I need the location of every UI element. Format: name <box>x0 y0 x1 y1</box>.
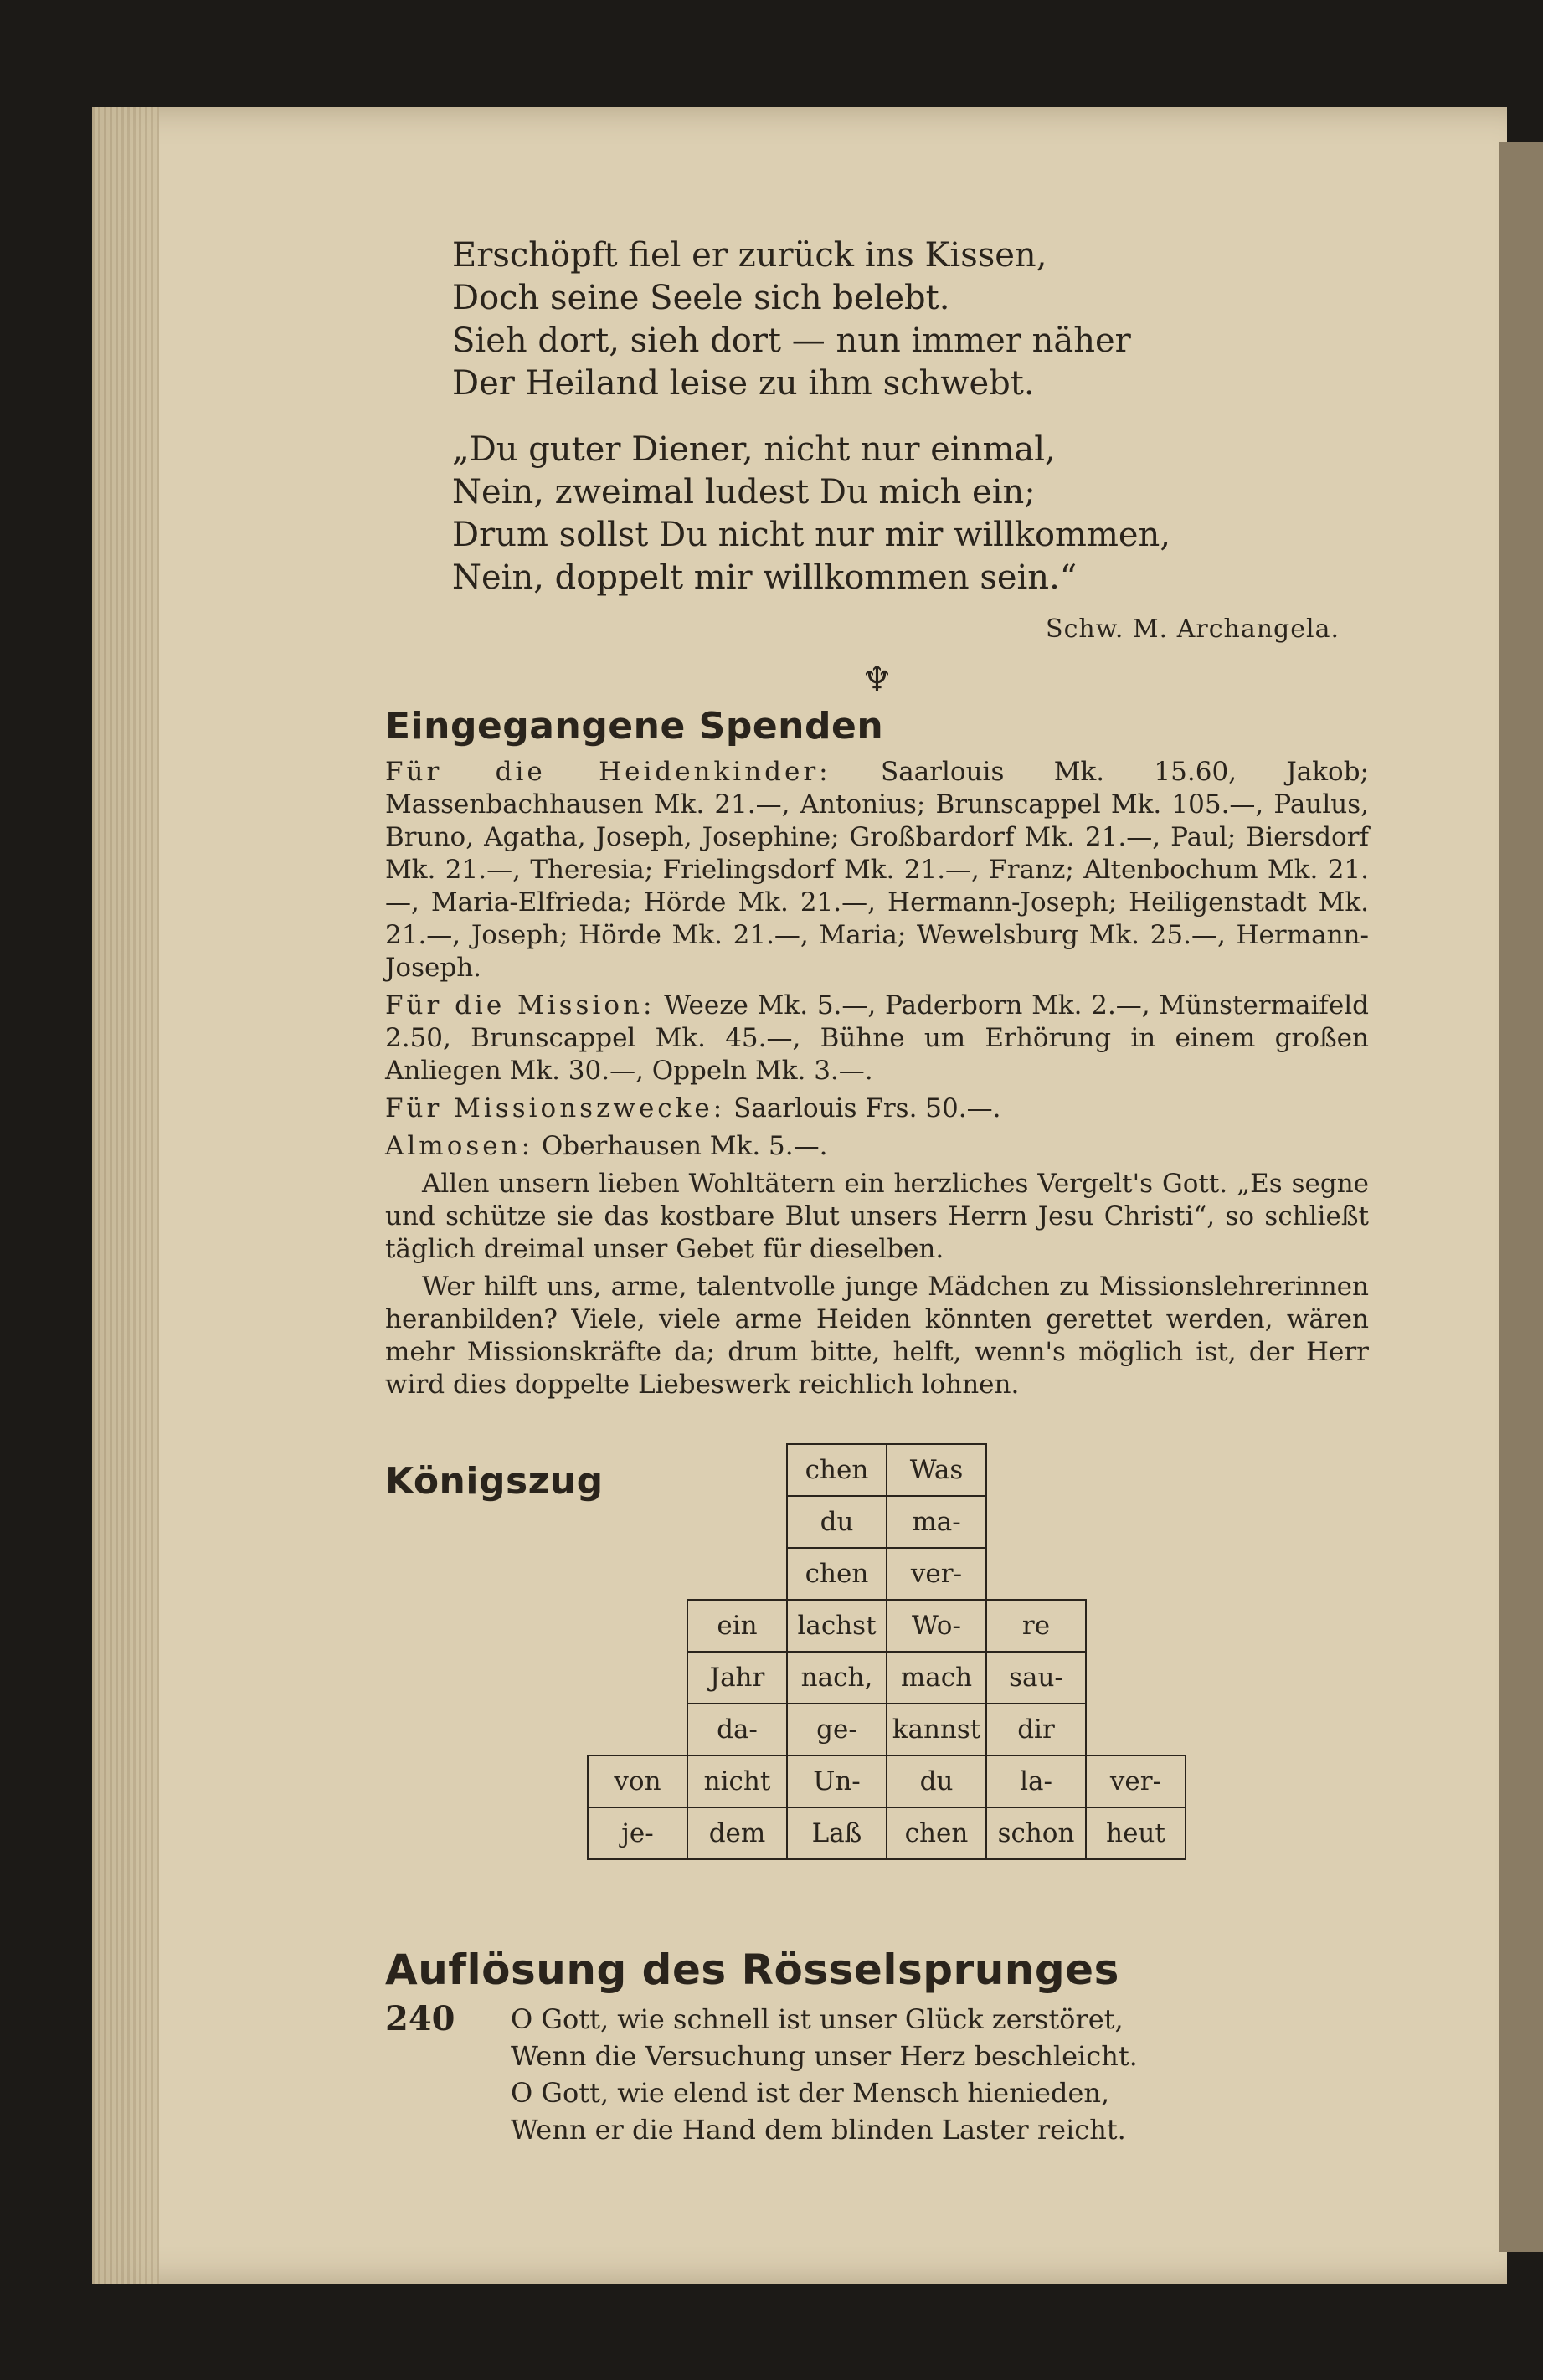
poem-line: Doch seine Seele sich belebt. <box>452 279 950 317</box>
verse-line: Wenn die Versuchung unser Herz beschleicht. <box>511 2040 1138 2072</box>
poem-signature: Schw. M. Archangela. <box>1046 614 1340 644</box>
grid-empty-cell <box>1086 1600 1186 1652</box>
donations-mission <box>385 990 1369 1087</box>
grid-empty-cell <box>1086 1548 1186 1600</box>
grid-cell: ver- <box>1086 1755 1186 1807</box>
grid-cell: re <box>986 1600 1086 1652</box>
poem-line: Der Heiland leise zu ihm schwebt. <box>452 364 1035 403</box>
grid-cell: da- <box>687 1704 787 1755</box>
grid-empty-cell <box>687 1444 787 1496</box>
grid-row <box>588 1755 1186 1807</box>
grid-cell: nach, <box>787 1652 887 1704</box>
grid-row <box>588 1807 1186 1859</box>
section-title-koenigszug: Königszug <box>385 1460 604 1503</box>
grid-cell: Was <box>887 1444 986 1496</box>
grid-row <box>588 1600 1186 1652</box>
grid-empty-cell <box>687 1548 787 1600</box>
aufloesung-verse <box>511 2001 1369 2148</box>
grid-cell: du <box>887 1755 986 1807</box>
grid-row <box>588 1704 1186 1755</box>
grid-cell: dir <box>986 1704 1086 1755</box>
grid-empty-cell <box>986 1444 1086 1496</box>
grid-empty-cell <box>1086 1652 1186 1704</box>
appeal-paragraph: Wer hilft uns, arme, talentvolle junge Mädchen zu Missionslehrerinnen heranbilden? Viele, viele arme Heiden könnten gerettet werden, wären mehr Missionskräfte da; drum bitte, helft, wenn's möglich ist, der Herr wird dies doppelte Liebeswerk reichlich lohnen. <box>385 1272 1369 1400</box>
section-title-spenden: Eingegangene Spenden <box>385 705 884 748</box>
verse-line: O Gott, wie elend ist der Mensch hienieden, <box>511 2077 1110 2109</box>
grid-cell: chen <box>787 1548 887 1600</box>
grid-cell: nicht <box>687 1755 787 1807</box>
grid-empty-cell <box>588 1704 687 1755</box>
grid-empty-cell <box>1086 1704 1186 1755</box>
grid-cell: la- <box>986 1755 1086 1807</box>
grid-cell: ge- <box>787 1704 887 1755</box>
grid-cell: ein <box>687 1600 787 1652</box>
grid-empty-cell <box>1086 1444 1186 1496</box>
poem <box>452 234 1369 599</box>
grid-empty-cell <box>986 1496 1086 1548</box>
grid-empty-cell <box>588 1548 687 1600</box>
grid-row <box>588 1444 1186 1496</box>
donations-heidenkinder <box>385 756 1369 984</box>
grid-empty-cell <box>588 1444 687 1496</box>
donations-lead: Almosen: <box>385 1131 534 1161</box>
page-content <box>385 234 1369 2148</box>
grid-cell: lachst <box>787 1600 887 1652</box>
grid-cell: von <box>588 1755 687 1807</box>
grid-cell: Laß <box>787 1807 887 1859</box>
grid-cell: ma- <box>887 1496 986 1548</box>
grid-cell: Jahr <box>687 1652 787 1704</box>
poem-line: „Du guter Diener, nicht nur einmal, <box>452 430 1056 469</box>
poem-line: Nein, zweimal ludest Du mich ein; <box>452 473 1036 511</box>
section-title-aufloesung: Auflösung des Rösselsprunges <box>385 1946 1119 1994</box>
page-edges <box>92 107 159 2284</box>
facing-page-edge <box>1499 142 1543 2252</box>
poem-line: Nein, doppelt mir willkommen sein.“ <box>452 558 1078 597</box>
grid-cell: kannst <box>887 1704 986 1755</box>
grid-empty-cell <box>588 1496 687 1548</box>
donations-text: Saarlouis Mk. 15.60, Jakob; Massenbachhausen Mk. 21.—, Antonius; Brunscappel Mk. 105.—, Paulus, Bruno, Agatha, Joseph, Josephine; Großbardorf Mk. 21.—, Paul; Biersdorf Mk. 21.—, Theresia; Frielingsdorf Mk. 21.—, Franz; Altenbochum Mk. 21.—, Maria-Elfrieda; Hörde Mk. 21.—, Hermann-Joseph; Heiligenstadt Mk. 21.—, Joseph; Hörde Mk. 21.—, Maria; Wewelsburg Mk. 25.—, Hermann-Joseph. <box>385 757 1369 983</box>
poem-line: Sieh dort, sieh dort — nun immer näher <box>452 321 1131 360</box>
grid-cell: dem <box>687 1807 787 1859</box>
koenigszug-grid <box>587 1443 1186 1860</box>
grid-cell: du <box>787 1496 887 1548</box>
grid-cell: Wo- <box>887 1600 986 1652</box>
donations-missionszwecke <box>385 1092 1369 1125</box>
verse-line: Wenn er die Hand dem blinden Laster reicht. <box>511 2114 1126 2146</box>
donations-lead: Für Missionszwecke: <box>385 1093 726 1123</box>
donations-lead: Für die Heidenkinder: <box>385 757 831 787</box>
donations-text: Saarlouis Frs. 50.—. <box>733 1093 1001 1123</box>
poem-stanza <box>452 429 1369 599</box>
ornament-mark: ♆ <box>861 659 893 700</box>
grid-empty-cell <box>687 1496 787 1548</box>
grid-cell: je- <box>588 1807 687 1859</box>
grid-empty-cell <box>588 1652 687 1704</box>
grid-row <box>588 1652 1186 1704</box>
grid-cell: chen <box>787 1444 887 1496</box>
donations-text: Weeze Mk. 5.—, Paderborn Mk. 2.—, Münstermaifeld 2.50, Brunscappel Mk. 45.—, Bühne um Erhörung in einem großen Anliegen Mk. 30.—, Oppeln Mk. 3.—. <box>385 990 1369 1086</box>
page-number: 240 <box>385 1999 455 2038</box>
grid-row <box>588 1548 1186 1600</box>
donations-text: Oberhausen Mk. 5.—. <box>541 1131 828 1161</box>
poem-line: Erschöpft fiel er zurück ins Kissen, <box>452 236 1047 275</box>
donations-almosen <box>385 1130 1369 1163</box>
poem-stanza <box>452 234 1369 405</box>
poem-line: Drum sollst Du nicht nur mir willkommen, <box>452 516 1171 554</box>
donations-lead: Für die Mission: <box>385 990 656 1020</box>
grid-cell: sau- <box>986 1652 1086 1704</box>
grid-empty-cell <box>986 1548 1086 1600</box>
grid-empty-cell <box>588 1600 687 1652</box>
grid-empty-cell <box>1086 1496 1186 1548</box>
thanks-paragraph: Allen unsern lieben Wohltätern ein herzliches Vergelt's Gott. „Es segne und schütze sie das kostbare Blut unsers Herrn Jesu Christi“, so schließt täglich dreimal unser Gebet für dieselben. <box>385 1169 1369 1264</box>
grid-row <box>588 1496 1186 1548</box>
verse-line: O Gott, wie schnell ist unser Glück zerstöret, <box>511 2003 1124 2035</box>
grid-cell: chen <box>887 1807 986 1859</box>
grid-cell: heut <box>1086 1807 1186 1859</box>
grid-cell: mach <box>887 1652 986 1704</box>
aufloesung-section <box>385 1946 1369 2148</box>
grid-cell: Un- <box>787 1755 887 1807</box>
grid-cell: ver- <box>887 1548 986 1600</box>
grid-cell: schon <box>986 1807 1086 1859</box>
koenigszug-section <box>385 1443 1369 1937</box>
